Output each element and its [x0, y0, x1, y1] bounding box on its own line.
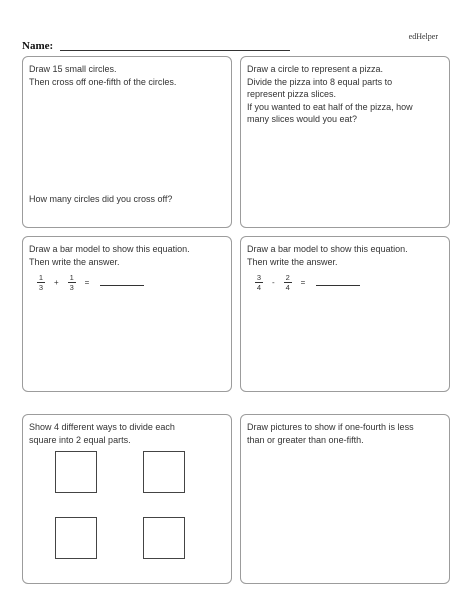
name-label: Name: — [22, 40, 54, 52]
fraction-4-a — [254, 273, 264, 292]
problem-2-line-4: If you wanted to eat half of the pizza, how — [247, 101, 413, 112]
brand-label: edHelper — [408, 32, 438, 41]
answer-blank-4[interactable] — [316, 278, 360, 286]
fraction-4-b — [283, 273, 293, 292]
problem-2-line-2: Divide the pizza into 8 equal parts to — [247, 76, 393, 87]
equals-sign: = — [84, 277, 90, 287]
problem-5-line-2: square into 2 equal parts. — [29, 434, 131, 445]
fraction-3-a — [36, 273, 46, 292]
problem-2-line-3: represent pizza slices. — [247, 89, 337, 99]
square-2[interactable] — [143, 451, 185, 493]
problem-6-line-2: than or greater than one-fifth. — [247, 434, 364, 445]
fraction-denominator: 4 — [285, 282, 290, 292]
square-4[interactable] — [143, 517, 185, 559]
answer-blank-3[interactable] — [100, 278, 144, 286]
fraction-denominator: 4 — [256, 282, 262, 292]
problem-1-line-1: Draw 15 small circles. — [29, 64, 117, 74]
fraction-numerator: 2 — [285, 272, 290, 282]
problem-card-6 — [240, 414, 450, 584]
problem-3-line-2: Then write the answer. — [29, 256, 120, 267]
problem-card-4 — [240, 236, 450, 392]
problem-card-5 — [22, 414, 232, 584]
problem-6-line-1: Draw pictures to show if one-fourth is less — [247, 422, 414, 432]
problem-1-question: How many circles did you cross off? — [29, 194, 173, 204]
fraction-denominator: 3 — [69, 282, 74, 292]
problem-1-line-2: Then cross off one-fifth of the circles. — [29, 76, 177, 87]
fraction-denominator: 3 — [38, 282, 44, 292]
equation-4 — [251, 271, 360, 293]
square-3[interactable] — [55, 517, 97, 559]
problem-4-line-1: Draw a bar model to show this equation. — [247, 244, 408, 254]
equals-sign: = — [300, 277, 306, 287]
problem-card-2 — [240, 56, 450, 228]
problem-card-1 — [22, 56, 232, 228]
problem-2-line-5: many slices would you eat? — [247, 114, 358, 124]
problem-5-line-1: Show 4 different ways to divide each — [29, 422, 175, 432]
equation-3 — [33, 271, 144, 293]
fraction-3-b — [67, 273, 77, 292]
problem-card-3 — [22, 236, 232, 392]
fraction-numerator: 1 — [38, 272, 44, 282]
square-1[interactable] — [55, 451, 97, 493]
operator-plus: + — [54, 277, 59, 287]
fraction-numerator: 1 — [69, 272, 74, 282]
problem-4-line-2: Then write the answer. — [247, 256, 338, 267]
problem-2-line-1: Draw a circle to represent a pizza. — [247, 64, 384, 74]
problem-3-line-1: Draw a bar model to show this equation. — [29, 244, 190, 254]
fraction-numerator: 3 — [256, 272, 262, 282]
name-field-line[interactable] — [60, 50, 290, 51]
operator-minus: - — [272, 277, 275, 287]
